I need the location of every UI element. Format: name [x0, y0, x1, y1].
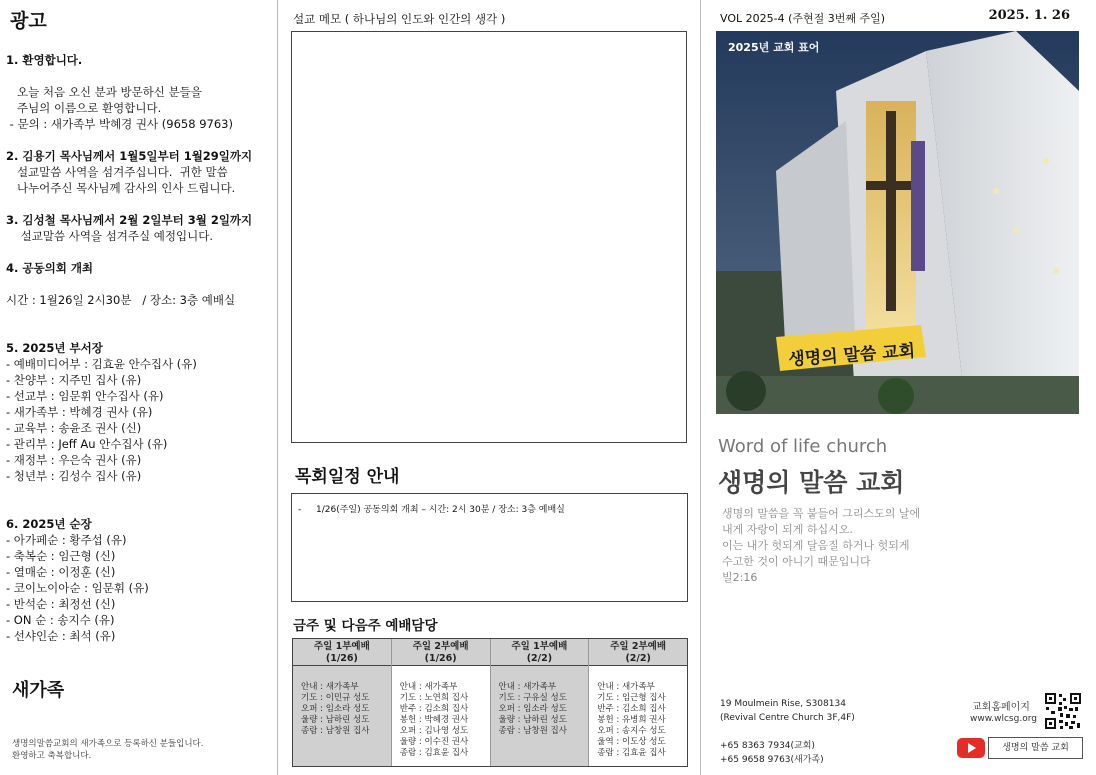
- announcement-item: [6, 52, 278, 132]
- schedule-title: 목회일정 안내: [295, 467, 400, 487]
- announcement-line: 시간 : 1월26일 2시30분 / 장소: 3층 예배실: [6, 293, 236, 307]
- announcement-item: [6, 148, 278, 196]
- announcement-line: - 찬양부 : 지주민 집사 (유): [6, 373, 142, 387]
- church-photo: [716, 31, 1079, 414]
- duty-column-header: 주일 1부예배 (2/2): [491, 639, 589, 666]
- schedule-item: - 1/26(주일) 공동의회 개최 – 시간: 2시 30분 / 장소: 3층 예배실: [298, 505, 565, 515]
- duty-column-body: 안내 : 새가족부 기도 : 이민규 성도 오퍼 : 임소라 성도 울량 : 남하린 성도 종람 : 남창원 집사: [293, 666, 391, 766]
- announcement-line: - 코이노이아순 : 임문휘 (유): [6, 581, 149, 595]
- announcement-line: [6, 324, 278, 340]
- duty-column-body: 안내 : 새가족부 기도 : 임근형 집사 반주 : 김소희 집사 봉헌 : 유병희 권사 오퍼 : 송지수 성도 울역 : 이도상 성도 종람 : 김효윤 집사: [589, 666, 687, 766]
- new-family-line: 생명의말씀교회의 새가족으로 등록하신 분들입니다.: [12, 739, 204, 749]
- duty-column-header: 주일 2부예배 (2/2): [589, 639, 687, 666]
- church-address: 19 Moulmein Rise, S308134 (Revival Centre Church 3F,4F) +65 8363 7934(교회) +65 9658 9763(새가족): [720, 699, 855, 765]
- announcement-item: [6, 260, 278, 308]
- volume-label: VOL 2025-4 (주현절 3번째 주일): [720, 12, 886, 25]
- announcement-item: [6, 212, 278, 244]
- announcement-line: - ON 순 : 송지수 (유): [6, 613, 115, 627]
- sermon-memo-box[interactable]: [291, 31, 687, 443]
- photo-caption: 2025년 교회 표어: [728, 41, 820, 54]
- announcement-line: 4. 공동의회 개최: [6, 261, 94, 275]
- duty-column: [293, 639, 391, 766]
- announcement-line: 3. 김성철 목사님께서 2월 2일부터 3월 2일까지: [6, 213, 253, 227]
- duty-column-body: 안내 : 새가족부 기도 : 구유실 성도 오퍼 : 임소라 성도 울량 : 남하린 성도 종람 : 남창원 집사: [491, 666, 589, 766]
- duty-column-header: 주일 1부예배 (1/26): [293, 639, 391, 666]
- announcement-line: - 선교부 : 임문휘 안수집사 (유): [6, 389, 164, 403]
- announcement-line: - 교육부 : 송윤조 권사 (신): [6, 421, 142, 435]
- duty-table: [292, 638, 688, 767]
- announcement-line: 오늘 처음 오신 분과 방문하신 분들을: [6, 85, 202, 99]
- announcement-line: [6, 500, 278, 516]
- homepage-label: 교회홈페이지: [972, 702, 1030, 713]
- new-family-text: [12, 738, 203, 762]
- memo-column: [279, 0, 701, 775]
- duty-title: 금주 및 다음주 예배담당: [293, 618, 438, 634]
- announcement-line: - 청년부 : 김성수 집사 (유): [6, 469, 142, 483]
- announcement-item: [6, 500, 278, 644]
- announcement-line: 설교말씀 사역을 섬겨주실 예정입니다.: [6, 229, 213, 243]
- announcements-column: [0, 0, 278, 775]
- homepage-url[interactable]: www.wlcsg.org: [970, 714, 1037, 724]
- announcement-line: 주님의 이름으로 환영합니다.: [6, 101, 162, 115]
- announcement-line: - 관리부 : Jeff Au 안수집사 (유): [6, 437, 168, 451]
- church-name-korean: 생명의 말씀 교회: [718, 468, 905, 497]
- announcement-line: - 문의 : 새가족부 박혜경 권사 (9658 9763): [6, 117, 233, 131]
- announcement-line: - 반석순 : 최정선 (신): [6, 597, 116, 611]
- announcements-list: [6, 52, 278, 660]
- announcement-line: 1. 환영합니다.: [6, 53, 83, 67]
- church-name-english: Word of life church: [718, 436, 888, 457]
- announcement-line: - 선샤인순 : 최석 (유): [6, 629, 116, 643]
- announcement-line: [6, 276, 278, 292]
- duty-column: [588, 639, 687, 766]
- announcement-line: - 예배미디어부 : 김효윤 안수집사 (유): [6, 357, 197, 371]
- announcement-line: 2. 김용기 목사님께서 1월5일부터 1월29일까지: [6, 149, 253, 163]
- announcement-line: - 재정부 : 우은숙 권사 (유): [6, 453, 142, 467]
- announcement-line: 설교말씀 사역을 섬겨주십니다. 귀한 말씀: [6, 165, 228, 179]
- schedule-item-text: 1/26(주일) 공동의회 개최 – 시간: 2시 30분 / 장소: 3층 예배실: [316, 505, 565, 515]
- church-building-illustration: [716, 31, 1079, 414]
- duty-column: [391, 639, 490, 766]
- new-family-line: 환영하고 축복합니다.: [12, 751, 92, 761]
- announcement-item: [6, 324, 278, 484]
- announcement-line: - 축복순 : 임근형 (신): [6, 549, 116, 563]
- announcement-line: - 아가페순 : 황주섭 (유): [6, 533, 127, 547]
- qr-code-icon[interactable]: [1044, 692, 1082, 730]
- duty-column-header: 주일 2부예배 (1/26): [392, 639, 490, 666]
- announcement-line: 5. 2025년 부서장: [6, 341, 103, 355]
- motto-verse: 생명의 말씀을 꼭 붙들어 그리스도의 날에 내게 자랑이 되게 하십시오. 이는 내가 헛되게 달음질 하거나 헛되게 수고한 것이 아니기 때문입니다 빌2:16: [722, 507, 921, 584]
- new-family-title: 새가족: [12, 680, 65, 701]
- schedule-box: [291, 493, 688, 602]
- bulletin-date: 2025. 1. 26: [988, 8, 1070, 23]
- announcement-line: 6. 2025년 순장: [6, 517, 92, 531]
- duty-column: [490, 639, 589, 766]
- sermon-memo-label: 설교 메모 ( 하나님의 인도와 인간의 생각 ): [293, 12, 506, 26]
- announcements-title: 광고: [10, 10, 47, 32]
- youtube-icon[interactable]: [957, 738, 985, 758]
- church-sign-text: 생명의 말씀 교회: [787, 341, 916, 371]
- announcement-line: [6, 68, 278, 84]
- announcement-line: 나누어주신 목사님께 감사의 인사 드립니다.: [6, 181, 236, 195]
- youtube-channel-button[interactable]: 생명의 말씀 교회: [988, 737, 1083, 759]
- duty-column-body: 안내 : 새가족부 기도 : 노연희 집사 반주 : 김소희 집사 봉헌 : 박혜경 권사 오퍼 : 김나영 성도 울량 : 이수진 권사 종람 : 김효윤 집사: [392, 666, 490, 766]
- announcement-line: - 열매순 : 이정훈 (신): [6, 565, 116, 579]
- cover-column: [702, 0, 1096, 775]
- announcement-line: - 새가족부 : 박혜경 권사 (유): [6, 405, 153, 419]
